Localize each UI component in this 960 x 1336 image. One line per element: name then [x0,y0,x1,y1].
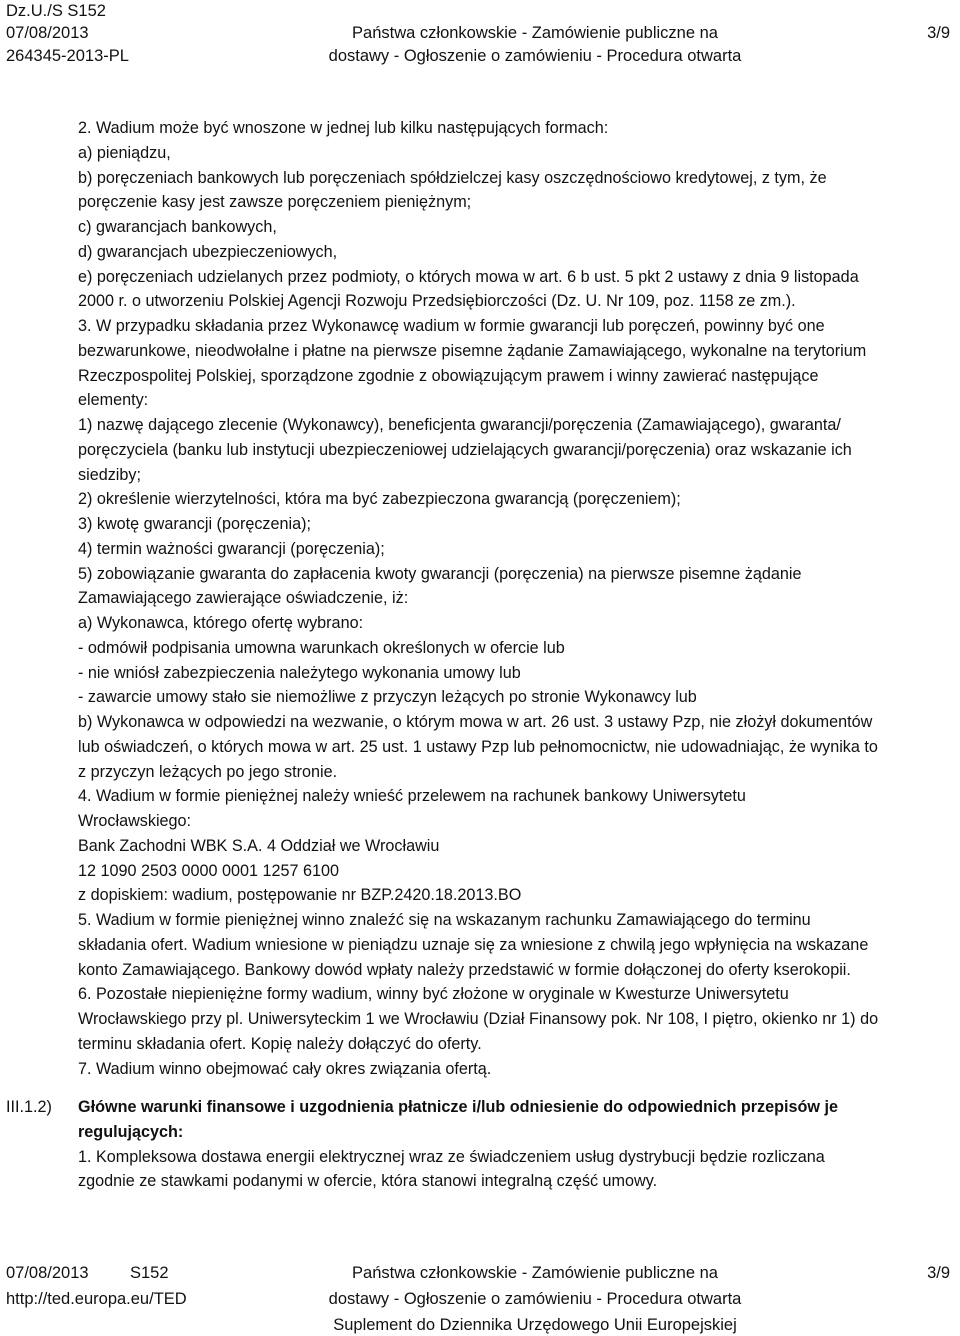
header-date: 07/08/2013 [6,24,89,42]
body-text-line: 6. Pozostałe niepieniężne formy wadium, winny być złożone w oryginale w Kwesturze Uniwersytetu [78,985,789,1004]
section-text-line: zgodnie ze stawkami podanymi w ofercie, która stanowi integralną część umowy. [78,1172,658,1191]
body-text-line: b) poręczeniach bankowych lub poręczeniach spółdzielczej kasy oszczędnościowo kredytowej, z tym, że [78,168,827,187]
body-text-line: Wrocławskiego: [78,812,192,830]
body-text-line: d) gwarancjach ubezpieczeniowych, [78,242,338,261]
doc-reference: Dz.U./S S152 [6,2,106,20]
body-text-line: 2) określenie wierzytelności, która ma być zabezpieczona gwarancją (poręczeniem); [78,490,681,509]
body-text-line: 5. Wadium w formie pieniężnej winno znaleźć się na wskazanym rachunku Zamawiającego do terminu [78,911,811,929]
body-text-line: 1) nazwę dającego zlecenie (Wykonawcy), beneficjenta gwarancji/poręczenia (Zamawiającego), gwaranta/ [78,416,841,434]
section-heading-line: regulujących: [78,1122,184,1141]
body-text-line: Bank Zachodni WBK S.A. 4 Oddział we Wrocławiu [78,836,440,855]
body-text-line: 2000 r. o utworzeniu Polskiej Agencji Rozwoju Przedsiębiorczości (Dz. U. Nr 109, poz. 1158 ze zm.). [78,292,796,311]
body-text-line: składania ofert. Wadium wniesione w pieniądzu uznaje się za wniesione z chwilą jego wpłynięcia na wskazane [78,935,869,954]
body-text-line: lub oświadczeń, o których mowa w art. 25 ust. 1 ustawy Pzp lub pełnomocnictw, nie udowadniając, że wynika to [78,737,878,756]
footer-series: S152 [130,1264,169,1282]
body-text-line: - zawarcie umowy stało sie niemożliwe z przyczyn leżących po stronie Wykonawcy lub [78,688,697,707]
body-text-line: Rzeczpospolitej Polskiej, sporządzone zgodnie z obowiązującym prawem i winny zawierać następujące [78,366,819,385]
body-text-line: 5) zobowiązanie gwaranta do zapłacenia kwoty gwarancji (poręczenia) na pierwsze pisemne żądanie [78,564,802,583]
body-text-line: z przyczyn leżących po jego stronie. [78,762,338,781]
document-body [78,116,958,1081]
body-text-line: a) Wykonawca, którego ofertę wybrano: [78,614,364,632]
body-text-line: 7. Wadium winno obejmować cały okres związania ofertą. [78,1059,492,1078]
body-text-line: 2. Wadium może być wnoszone w jednej lub kilku następujących formach: [78,119,609,137]
body-text-line: 4. Wadium w formie pieniężnej należy wnieść przelewem na rachunek bankowy Uniwersytetu [78,787,746,806]
section-number: III.1.2) [6,1098,52,1116]
body-text-line: e) poręczeniach udzielanych przez podmioty, o których mowa w art. 6 b ust. 5 pkt 2 ustawy z dnia 9 listopada [78,267,859,286]
footer-page-number: 3/9 [927,1264,950,1282]
section-heading-line: Główne warunki finansowe i uzgodnienia płatnicze i/lub odniesienie do odpowiednich przepisów je [78,1098,838,1116]
body-text-line: a) pieniądzu, [78,143,171,162]
body-text-line: - nie wniósł zabezpieczenia należytego wykonania umowy lub [78,663,521,682]
footer-date: 07/08/2013 [6,1264,89,1282]
body-text-line: 3. W przypadku składania przez Wykonawcę wadium w formie gwarancji lub poręczeń, powinny być one [78,317,825,335]
body-text-line: 4) termin ważności gwarancji (poręczenia); [78,539,385,558]
body-text-line: b) Wykonawca w odpowiedzi na wezwanie, o którym mowa w art. 26 ust. 3 ustawy Pzp, nie złożył dokumentów [78,713,873,731]
body-text-line: konto Zamawiającego. Bankowy dowód wpłaty należy przedstawić w formie dołączonej do oferty kserokopii. [78,960,851,979]
body-text-line: c) gwarancjach bankowych, [78,218,277,236]
body-text-line: elementy: [78,391,149,410]
header-title-line1: Państwa członkowskie - Zamówienie publiczne na [352,24,718,42]
header-title-line2: dostawy - Ogłoszenie o zamówieniu - Procedura otwarta [328,47,742,65]
body-text-line: z dopiskiem: wadium, postępowanie nr BZP.2420.18.2013.BO [78,886,522,905]
footer-title-line2: dostawy - Ogłoszenie o zamówieniu - Procedura otwarta [328,1290,742,1308]
body-text-line: poręczyciela (banku lub instytucji ubezpieczeniowej udzielających gwarancji/poręczenia) oraz wskazanie ich [78,440,852,459]
footer-title-line3: Suplement do Dziennika Urzędowego Unii Europejskiej [333,1316,737,1334]
body-text-line: Zamawiającego zawierające oświadczenie, iż: [78,589,409,608]
notice-id: 264345-2013-PL [6,47,129,65]
header-page-number: 3/9 [927,24,950,42]
body-text-line: terminu składania ofert. Kopię należy dołączyć do oferty. [78,1034,482,1053]
footer-title-line1: Państwa członkowskie - Zamówienie publiczne na [352,1264,718,1282]
body-text-line: bezwarunkowe, nieodwołalne i płatne na pierwsze pisemne żądanie Zamawiającego, wykonalne na terytorium [78,341,867,360]
footer-url[interactable]: http://ted.europa.eu/TED [6,1290,187,1308]
section-heading [78,1095,958,1145]
body-text-line: Wrocławskiego przy pl. Uniwersyteckim 1 we Wrocławiu (Dział Finansowy pok. Nr 108, I piętro, okienko nr 1) do [78,1010,879,1028]
section-text [78,1145,958,1195]
body-text-line: siedziby; [78,465,141,484]
body-text-line: 3) kwotę gwarancji (poręczenia); [78,515,312,533]
body-text-line: - odmówił podpisania umowna warunkach określonych w ofercie lub [78,638,565,657]
section-text-line: 1. Kompleksowa dostawa energii elektrycznej wraz ze świadczeniem usług dystrybucji będzie rozliczana [78,1147,825,1166]
body-text-line: 12 1090 2503 0000 0001 1257 6100 [78,861,340,880]
body-text-line: poręczenie kasy jest zawsze poręczeniem pieniężnym; [78,193,472,212]
